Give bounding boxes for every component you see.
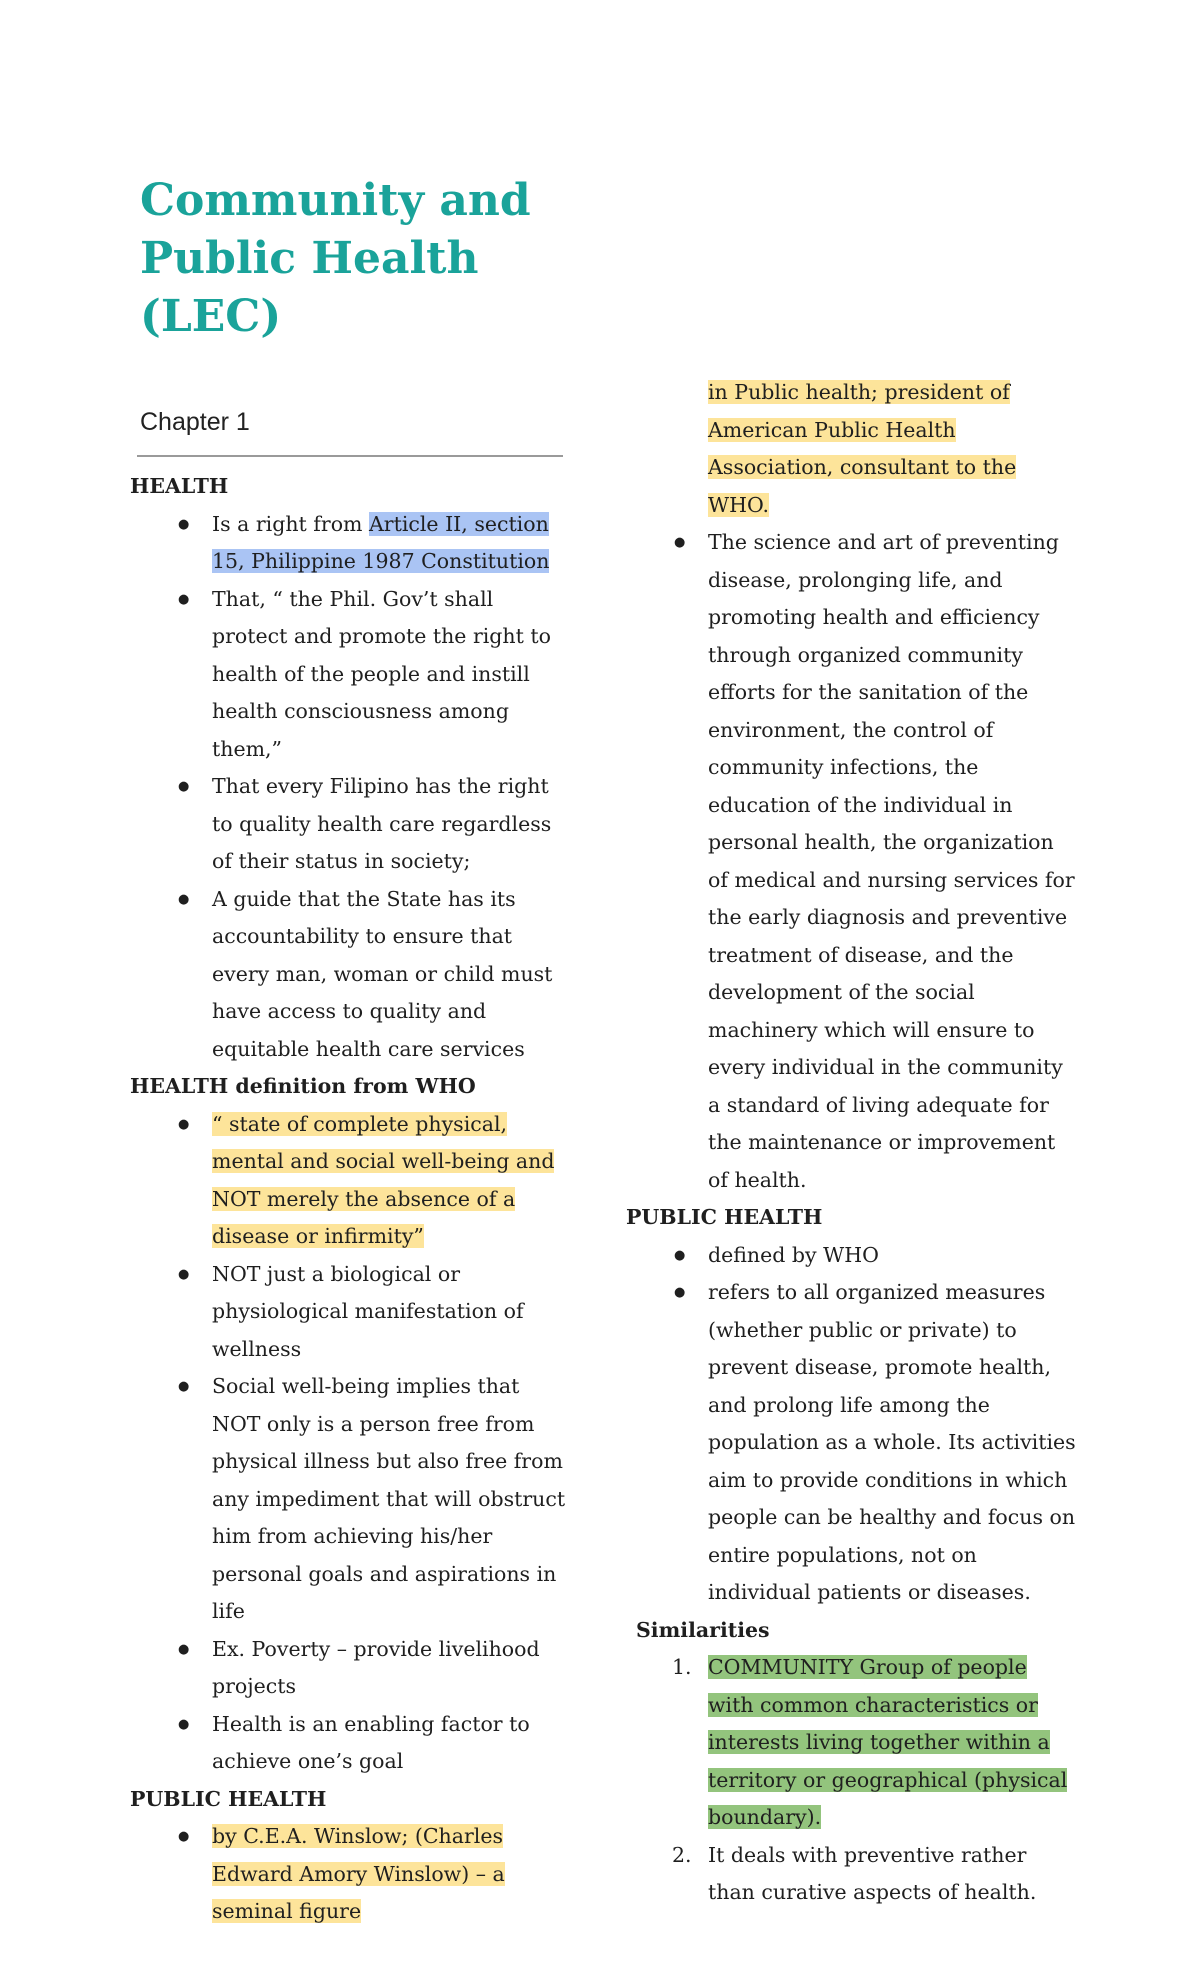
title-line-3: (LEC) bbox=[140, 291, 282, 342]
highlight-article-ref: Article II, section 15, Philippine 1987 Constitution bbox=[212, 511, 550, 573]
list-item: ● Health is an enabling factor to achieve one’s goal bbox=[130, 1706, 570, 1781]
highlight-community: COMMUNITY Group of people with common characteristics or interests living together within a territory or geographical (physical boundary). bbox=[708, 1655, 1068, 1829]
highlight-winslow-cont: in Public health; president of American Public Health Association, consultant to the WHO. bbox=[708, 380, 1017, 517]
list-item: ● That every Filipino has the right to quality health care regardless of their status in society; bbox=[130, 768, 570, 881]
list-item: ● Social well-being implies that NOT only is a person free from physical illness but also free from any impediment that will obstruct him from achieving his/her personal goals and aspirations in life bbox=[130, 1368, 570, 1631]
public-health-heading-2: PUBLIC HEALTH bbox=[626, 1205, 823, 1229]
who-heading: HEALTH definition from WHO bbox=[130, 1074, 476, 1098]
right-column bbox=[626, 374, 1076, 1912]
list-item: ● That, “ the Phil. Gov’t shall protect and promote the right to health of the people and instill health consciousness among them,” bbox=[130, 581, 570, 769]
title-line-1: Community and bbox=[140, 175, 531, 226]
list-item bbox=[626, 1649, 1076, 1837]
highlight-who-definition: “ state of complete physical, mental and social well-being and NOT merely the absence of a disease or infirmity” bbox=[212, 1111, 555, 1248]
list-item: ● NOT just a biological or physiological manifestation of wellness bbox=[130, 1256, 570, 1369]
similarity-2-text: It deals with preventive rather than curative aspects of health. bbox=[708, 1842, 1037, 1904]
similarities-heading: Similarities bbox=[636, 1617, 770, 1642]
left-column bbox=[130, 468, 570, 1931]
list-item: ● A guide that the State has its accountability to ensure that every man, woman or child must have access to quality and equitable health care services bbox=[130, 881, 570, 1069]
list-number: 2. bbox=[672, 1842, 692, 1867]
list-item bbox=[626, 1837, 1076, 1912]
list-item: ● defined by WHO bbox=[626, 1237, 1076, 1275]
list-item bbox=[130, 506, 570, 581]
science-list bbox=[626, 524, 1076, 1199]
chapter-divider bbox=[137, 455, 563, 457]
list-item bbox=[130, 1106, 570, 1256]
title-line-2: Public Health bbox=[140, 233, 479, 284]
list-item: ● The science and art of preventing disease, prolonging life, and promoting health and efficiency through organized community efforts for the sanitation of the environment, the control of community infections, the education of the individual in personal health, the organization of medical and nursing services for the early diagnosis and preventive treatment of disease, and the development of the social machinery which will ensure to every individual in the community a standard of living adequate for the maintenance or improvement of health. bbox=[626, 524, 1076, 1199]
list-item bbox=[130, 1818, 570, 1931]
list-item: ● Ex. Poverty – provide livelihood projects bbox=[130, 1631, 570, 1706]
public-health-heading: PUBLIC HEALTH bbox=[130, 1786, 327, 1811]
list-number: 1. bbox=[672, 1655, 692, 1679]
health-heading: HEALTH bbox=[130, 474, 229, 498]
public-health-who-list bbox=[626, 1237, 1076, 1612]
continued-text bbox=[626, 374, 1076, 524]
public-health-list bbox=[130, 1818, 570, 1931]
highlight-winslow: by C.E.A. Winslow; (Charles Edward Amory Winslow) – a seminal figure bbox=[212, 1824, 505, 1923]
document-title bbox=[140, 172, 531, 346]
chapter-heading: Chapter 1 bbox=[140, 408, 250, 436]
list-item: ● refers to all organized measures (whether public or private) to prevent disease, promote health, and prolong life among the population as a whole. Its activities aim to provide conditions in which people can be healthy and focus on entire populations, not on individual patients or diseases. bbox=[626, 1274, 1076, 1612]
who-list bbox=[130, 1106, 570, 1781]
similarities-list bbox=[626, 1649, 1076, 1912]
health-list bbox=[130, 506, 570, 1069]
health-bullet-1-text: Is a right from bbox=[212, 511, 369, 536]
